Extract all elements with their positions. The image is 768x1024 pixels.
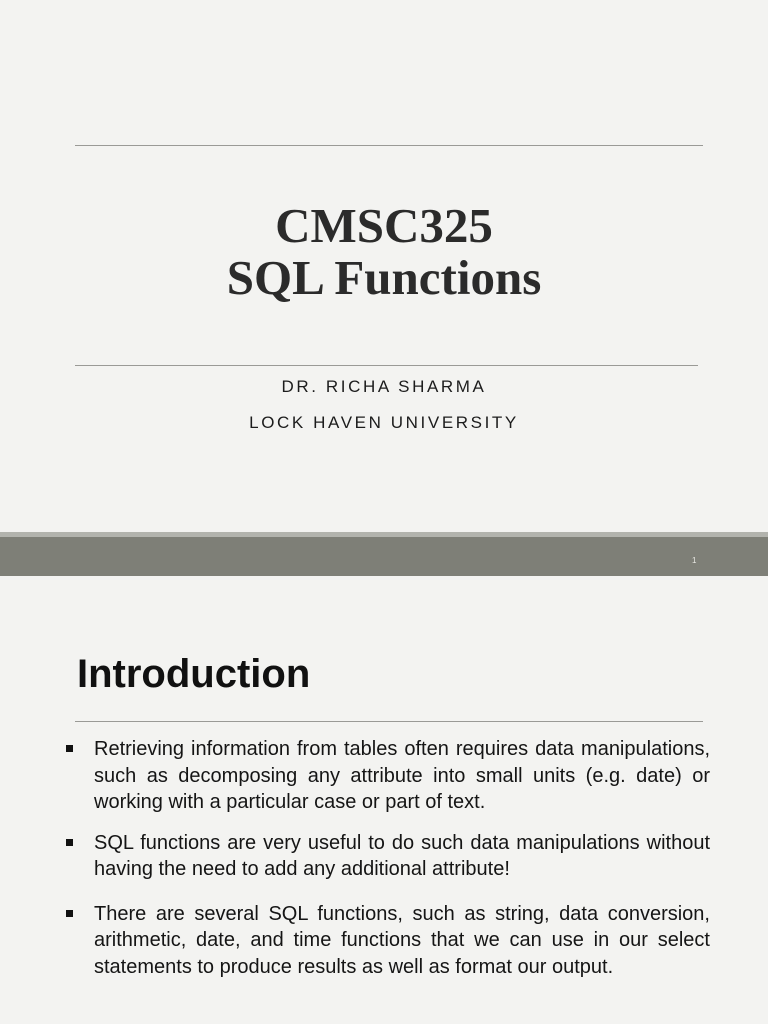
author-name: DR. RICHA SHARMA (281, 377, 487, 396)
list-item (66, 901, 710, 981)
bullet-text: Retrieving information from tables often requires data manipulations, such as decomposing any attribute into small units (e.g. date) or working with a particular case or part of text. (94, 738, 710, 813)
slide-title (0, 200, 768, 304)
slide-footer-bar (0, 532, 768, 576)
content-slide (0, 576, 768, 1024)
heading-rule (75, 721, 703, 722)
bullet-text: There are several SQL functions, such as string, data conversion, arithmetic, date, and time functions that we can use in our select statements to produce results as well as format our output. (94, 902, 710, 978)
bottom-rule (75, 365, 698, 366)
list-item (66, 830, 710, 883)
title-line-2: SQL Functions (226, 250, 542, 305)
bullet-list (66, 736, 710, 994)
top-rule (75, 145, 703, 146)
slide-number: 1 (692, 556, 697, 565)
bullet-text: SQL functions are very useful to do such data manipulations without having the need to add any additional attribute! (94, 831, 710, 880)
title-line-1: CMSC325 (275, 198, 493, 253)
square-bullet-icon (66, 745, 73, 752)
list-item (66, 736, 710, 816)
institution-name: LOCK HAVEN UNIVERSITY (249, 413, 519, 432)
square-bullet-icon (66, 910, 73, 917)
slide-heading: Introduction (77, 652, 311, 696)
square-bullet-icon (66, 839, 73, 846)
